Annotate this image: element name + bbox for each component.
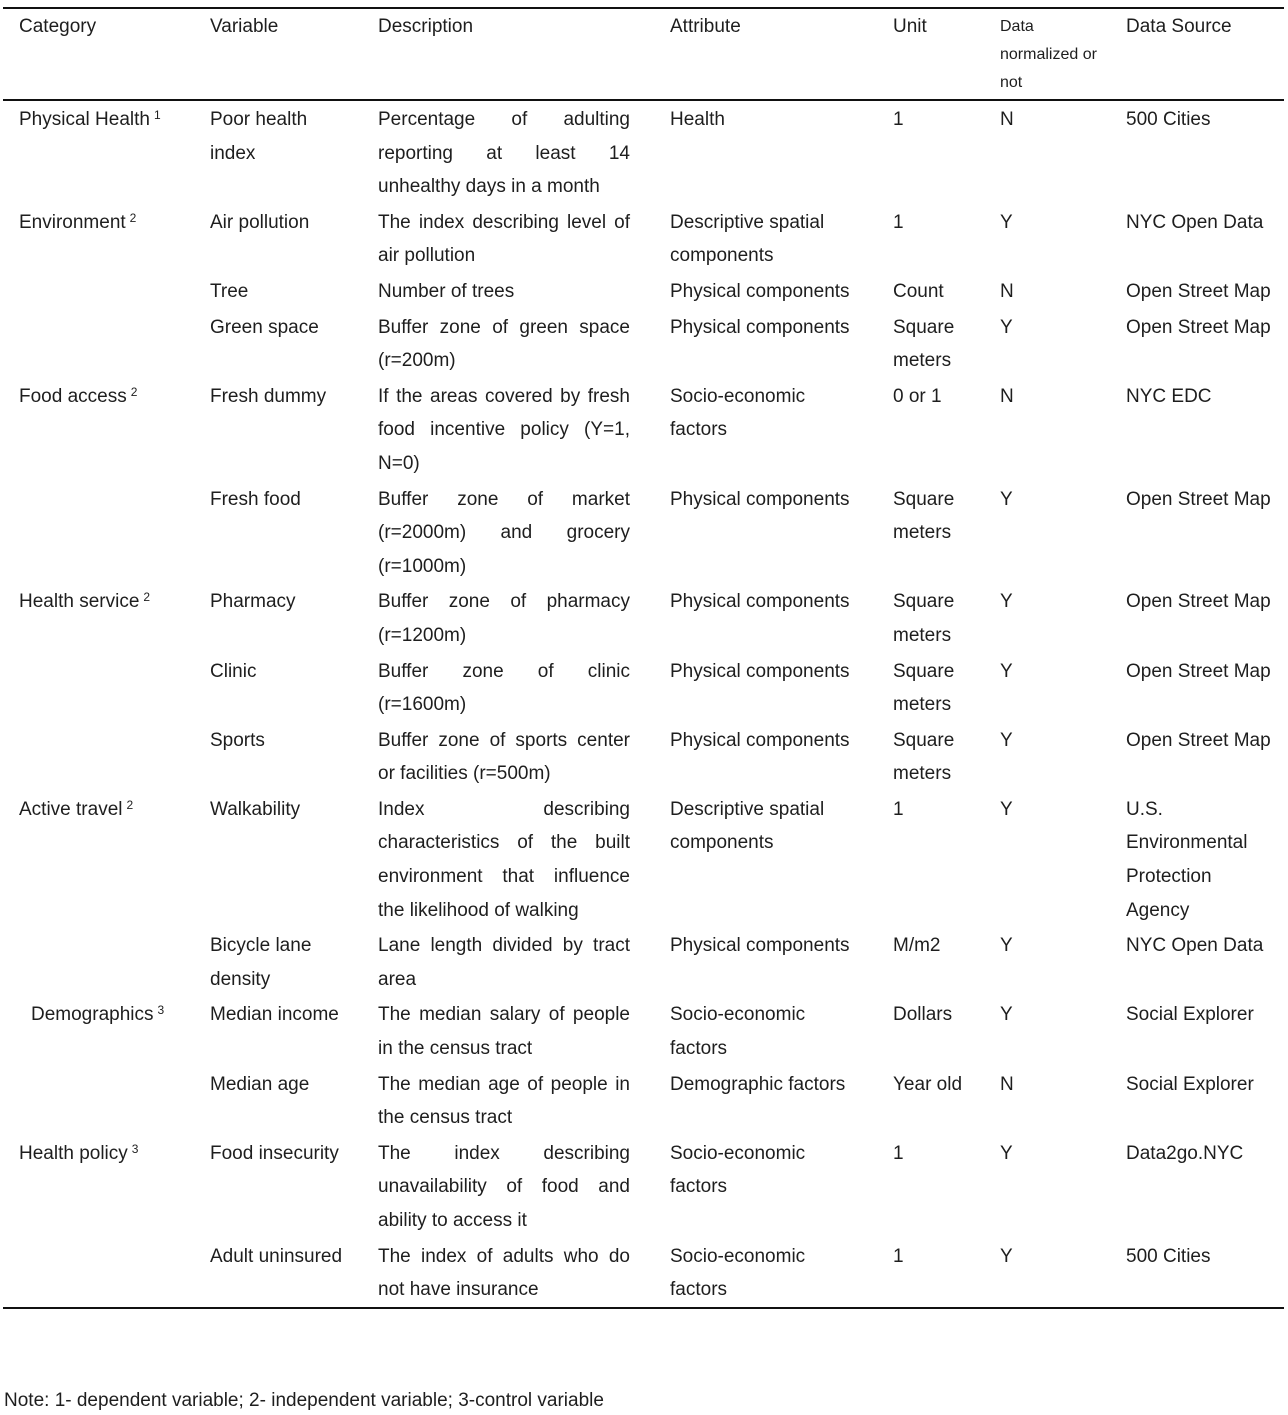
table-row — [3, 204, 1284, 273]
cell-normalized — [984, 583, 1110, 652]
source-text: Open Street Map — [1126, 280, 1271, 302]
variable-text: Pharmacy — [210, 591, 296, 613]
cell-description — [362, 378, 654, 481]
variable-text: Median income — [210, 1004, 339, 1026]
cell-source — [1110, 273, 1284, 309]
category-text: Demographics — [31, 1004, 154, 1026]
cell-unit — [877, 583, 984, 652]
cell-description — [362, 653, 654, 722]
description-text: The median age of people in the census tract — [378, 1073, 630, 1129]
cell-normalized — [984, 653, 1110, 722]
attribute-text: Descriptive spatial components — [670, 211, 825, 267]
source-text: Social Explorer — [1126, 1073, 1254, 1095]
description-text: Lane length divided by tract area — [378, 935, 630, 990]
cell-description — [362, 100, 654, 204]
description-text: Number of trees — [378, 280, 515, 302]
cell-normalized — [984, 378, 1110, 481]
attribute-text: Socio-economic factors — [670, 385, 806, 441]
cell-description — [362, 1238, 654, 1308]
cell-source — [1110, 722, 1284, 791]
description-text: Buffer zone of green space (r=200m) — [378, 316, 630, 372]
table-row — [3, 309, 1284, 378]
cell-variable — [194, 653, 362, 722]
variable-text: Green space — [210, 316, 319, 338]
cell-description — [362, 927, 654, 996]
cell-unit — [877, 100, 984, 204]
attribute-text: Socio-economic factors — [670, 1142, 806, 1198]
normalized-text: Y — [1000, 660, 1013, 682]
category-text: Food access — [19, 385, 127, 407]
cell-source — [1110, 100, 1284, 204]
cell-normalized — [984, 1135, 1110, 1238]
variable-text: Adult uninsured — [210, 1245, 343, 1267]
cell-normalized — [984, 309, 1110, 378]
normalized-text: Y — [1000, 1004, 1013, 1026]
cell-unit — [877, 653, 984, 722]
variable-text: Poor health index — [210, 109, 308, 164]
unit-text: Square meters — [893, 591, 955, 646]
cell-unit — [877, 1135, 984, 1238]
cell-description — [362, 583, 654, 652]
cell-source — [1110, 583, 1284, 652]
cell-source — [1110, 927, 1284, 996]
description-text: Buffer zone of clinic (r=1600m) — [378, 660, 630, 716]
category-footnote-marker: 1 — [153, 108, 161, 122]
unit-text: 1 — [893, 211, 904, 233]
cell-unit — [877, 996, 984, 1065]
cell-description — [362, 791, 654, 927]
category-footnote-marker: 2 — [130, 384, 138, 399]
table-row — [3, 996, 1284, 1065]
source-text: 500 Cities — [1126, 1245, 1211, 1267]
cell-category — [3, 481, 194, 584]
variable-text: Walkability — [210, 798, 301, 820]
description-text: The index of adults who do not have insurance — [378, 1245, 630, 1301]
cell-category — [3, 791, 194, 927]
normalized-text: Y — [1000, 1142, 1013, 1164]
source-text: NYC Open Data — [1126, 211, 1264, 233]
variable-text: Bicycle lane density — [210, 935, 312, 990]
variable-text: Median age — [210, 1073, 310, 1095]
cell-variable — [194, 378, 362, 481]
cell-category — [3, 1066, 194, 1135]
source-text: Data2go.NYC — [1126, 1142, 1244, 1164]
cell-description — [362, 1066, 654, 1135]
category-text: Environment — [19, 211, 126, 233]
description-text: The index describing level of air pollution — [378, 211, 630, 267]
normalized-text: Y — [1000, 935, 1013, 957]
unit-text: 0 or 1 — [893, 385, 942, 407]
source-text: NYC Open Data — [1126, 935, 1264, 957]
cell-normalized — [984, 722, 1110, 791]
cell-attribute — [654, 722, 877, 791]
header-unit: Unit — [893, 16, 927, 37]
cell-unit — [877, 204, 984, 273]
unit-text: Square meters — [893, 660, 955, 716]
cell-variable — [194, 204, 362, 273]
attribute-text: Physical components — [670, 316, 850, 338]
attribute-text: Physical components — [670, 280, 850, 302]
cell-unit — [877, 309, 984, 378]
source-text: Open Street Map — [1126, 591, 1271, 613]
normalized-text: N — [1000, 109, 1014, 130]
description-text: If the areas covered by fresh food incentive policy (Y=1, N=0) — [378, 385, 630, 474]
attribute-text: Socio-economic factors — [670, 1245, 806, 1301]
cell-attribute — [654, 204, 877, 273]
variable-text: Fresh food — [210, 488, 301, 510]
cell-description — [362, 273, 654, 309]
cell-description — [362, 481, 654, 584]
cell-variable — [194, 1135, 362, 1238]
source-text: Open Street Map — [1126, 316, 1271, 338]
normalized-text: Y — [1000, 211, 1013, 233]
cell-source — [1110, 309, 1284, 378]
normalized-text: Y — [1000, 488, 1013, 510]
cell-variable — [194, 100, 362, 204]
cell-variable — [194, 481, 362, 584]
cell-attribute — [654, 100, 877, 204]
table-row — [3, 927, 1284, 996]
normalized-text: Y — [1000, 591, 1013, 613]
cell-variable — [194, 1238, 362, 1308]
attribute-text: Physical components — [670, 591, 850, 613]
cell-attribute — [654, 378, 877, 481]
cell-variable — [194, 722, 362, 791]
unit-text: 1 — [893, 1245, 904, 1267]
table-body — [3, 100, 1284, 1308]
variable-text: Sports — [210, 729, 265, 751]
cell-description — [362, 1135, 654, 1238]
source-text: NYC EDC — [1126, 385, 1212, 407]
cell-source — [1110, 481, 1284, 584]
table-row — [3, 1238, 1284, 1308]
cell-unit — [877, 791, 984, 927]
source-text: Open Street Map — [1126, 488, 1271, 510]
table-note: Note: 1- dependent variable; 2- independent variable; 3-control variable — [4, 1390, 604, 1411]
cell-variable — [194, 309, 362, 378]
cell-category — [3, 273, 194, 309]
description-text: Index describing characteristics of the built environment that influence the likelihood of walking — [378, 798, 630, 921]
cell-unit — [877, 1066, 984, 1135]
category-footnote-marker: 3 — [157, 1003, 165, 1018]
cell-variable — [194, 791, 362, 927]
header-variable: Variable — [210, 16, 279, 37]
attribute-text: Health — [670, 109, 725, 130]
cell-category — [3, 204, 194, 273]
table-row — [3, 653, 1284, 722]
source-text: Social Explorer — [1126, 1004, 1254, 1026]
cell-source — [1110, 653, 1284, 722]
cell-description — [362, 722, 654, 791]
header-row — [3, 8, 1284, 100]
cell-attribute — [654, 273, 877, 309]
table-row — [3, 273, 1284, 309]
category-text: Health policy — [19, 1142, 128, 1164]
header-description: Description — [378, 16, 474, 37]
table-row — [3, 722, 1284, 791]
variable-text: Tree — [210, 280, 249, 302]
unit-text: Square meters — [893, 316, 955, 372]
cell-category — [3, 722, 194, 791]
cell-attribute — [654, 791, 877, 927]
table-row — [3, 378, 1284, 481]
cell-attribute — [654, 481, 877, 584]
source-text: U.S. Environmental Protection Agency — [1126, 798, 1248, 921]
variables-table — [3, 7, 1284, 1309]
cell-normalized — [984, 927, 1110, 996]
cell-attribute — [654, 1066, 877, 1135]
cell-category — [3, 927, 194, 996]
normalized-text: N — [1000, 280, 1014, 302]
cell-variable — [194, 583, 362, 652]
cell-category — [3, 378, 194, 481]
normalized-text: Y — [1000, 1245, 1013, 1267]
table-row — [3, 791, 1284, 927]
cell-source — [1110, 378, 1284, 481]
category-text: Health service — [19, 591, 140, 613]
normalized-text: Y — [1000, 798, 1013, 820]
attribute-text: Physical components — [670, 660, 850, 682]
source-text: 500 Cities — [1126, 109, 1211, 130]
table-row — [3, 1135, 1284, 1238]
unit-text: 1 — [893, 109, 904, 130]
table-row — [3, 481, 1284, 584]
table-header — [3, 8, 1284, 100]
cell-category — [3, 996, 194, 1065]
source-text: Open Street Map — [1126, 729, 1271, 751]
category-footnote-marker: 2 — [129, 210, 137, 225]
unit-text: Year old — [893, 1073, 963, 1095]
attribute-text: Demographic factors — [670, 1073, 846, 1095]
attribute-text: Physical components — [670, 729, 850, 751]
cell-unit — [877, 927, 984, 996]
cell-variable — [194, 1066, 362, 1135]
category-text: Physical Health — [19, 109, 150, 130]
attribute-text: Socio-economic factors — [670, 1004, 806, 1060]
cell-source — [1110, 1135, 1284, 1238]
cell-source — [1110, 204, 1284, 273]
cell-unit — [877, 1238, 984, 1308]
cell-attribute — [654, 996, 877, 1065]
cell-description — [362, 309, 654, 378]
category-text: Active travel — [19, 798, 123, 820]
cell-unit — [877, 273, 984, 309]
variable-text: Air pollution — [210, 211, 310, 233]
cell-variable — [194, 927, 362, 996]
variable-text: Fresh dummy — [210, 385, 327, 407]
cell-source — [1110, 996, 1284, 1065]
header-category: Category — [19, 16, 97, 37]
cell-attribute — [654, 653, 877, 722]
cell-category — [3, 653, 194, 722]
cell-source — [1110, 1238, 1284, 1308]
cell-source — [1110, 1066, 1284, 1135]
cell-normalized — [984, 1238, 1110, 1308]
description-text: Percentage of adulting reporting at least 14 unhealthy days in a month — [378, 109, 630, 198]
header-data-source: Data Source — [1126, 16, 1232, 37]
source-text: Open Street Map — [1126, 660, 1271, 682]
cell-normalized — [984, 481, 1110, 584]
cell-normalized — [984, 1066, 1110, 1135]
normalized-text: N — [1000, 385, 1014, 407]
description-text: Buffer zone of pharmacy (r=1200m) — [378, 591, 630, 646]
cell-normalized — [984, 100, 1110, 204]
cell-variable — [194, 996, 362, 1065]
cell-category — [3, 309, 194, 378]
table-row — [3, 100, 1284, 204]
cell-category — [3, 583, 194, 652]
category-footnote-marker: 3 — [131, 1141, 139, 1156]
unit-text: 1 — [893, 1142, 904, 1164]
cell-source — [1110, 791, 1284, 927]
cell-description — [362, 204, 654, 273]
unit-text: M/m2 — [893, 935, 941, 957]
cell-variable — [194, 273, 362, 309]
description-text: The index describing unavailability of food and ability to access it — [378, 1142, 630, 1231]
cell-category — [3, 1238, 194, 1308]
description-text: Buffer zone of market (r=2000m) and grocery (r=1000m) — [378, 488, 630, 577]
description-text: The median salary of people in the census tract — [378, 1004, 630, 1060]
cell-unit — [877, 378, 984, 481]
unit-text: Square meters — [893, 729, 955, 785]
variable-text: Clinic — [210, 660, 257, 682]
cell-normalized — [984, 273, 1110, 309]
cell-attribute — [654, 1135, 877, 1238]
cell-category — [3, 100, 194, 204]
normalized-text: Y — [1000, 729, 1013, 751]
cell-attribute — [654, 309, 877, 378]
cell-unit — [877, 722, 984, 791]
normalized-text: Y — [1000, 316, 1013, 338]
attribute-text: Physical components — [670, 488, 850, 510]
attribute-text: Descriptive spatial components — [670, 798, 825, 854]
cell-attribute — [654, 583, 877, 652]
cell-normalized — [984, 204, 1110, 273]
header-attribute: Attribute — [670, 16, 741, 37]
table-row — [3, 1066, 1284, 1135]
cell-attribute — [654, 1238, 877, 1308]
unit-text: Square meters — [893, 488, 955, 544]
header-normalized: Data normalized or not — [1000, 18, 1097, 91]
attribute-text: Physical components — [670, 935, 850, 957]
unit-text: 1 — [893, 798, 904, 820]
cell-unit — [877, 481, 984, 584]
category-footnote-marker: 2 — [143, 590, 151, 605]
cell-description — [362, 996, 654, 1065]
unit-text: Dollars — [893, 1004, 953, 1026]
table-row — [3, 583, 1284, 652]
category-footnote-marker: 2 — [126, 797, 134, 812]
variable-text: Food insecurity — [210, 1142, 339, 1164]
description-text: Buffer zone of sports center or facilities (r=500m) — [378, 729, 630, 785]
cell-normalized — [984, 791, 1110, 927]
cell-normalized — [984, 996, 1110, 1065]
unit-text: Count — [893, 280, 944, 302]
normalized-text: N — [1000, 1073, 1014, 1095]
cell-attribute — [654, 927, 877, 996]
cell-category — [3, 1135, 194, 1238]
